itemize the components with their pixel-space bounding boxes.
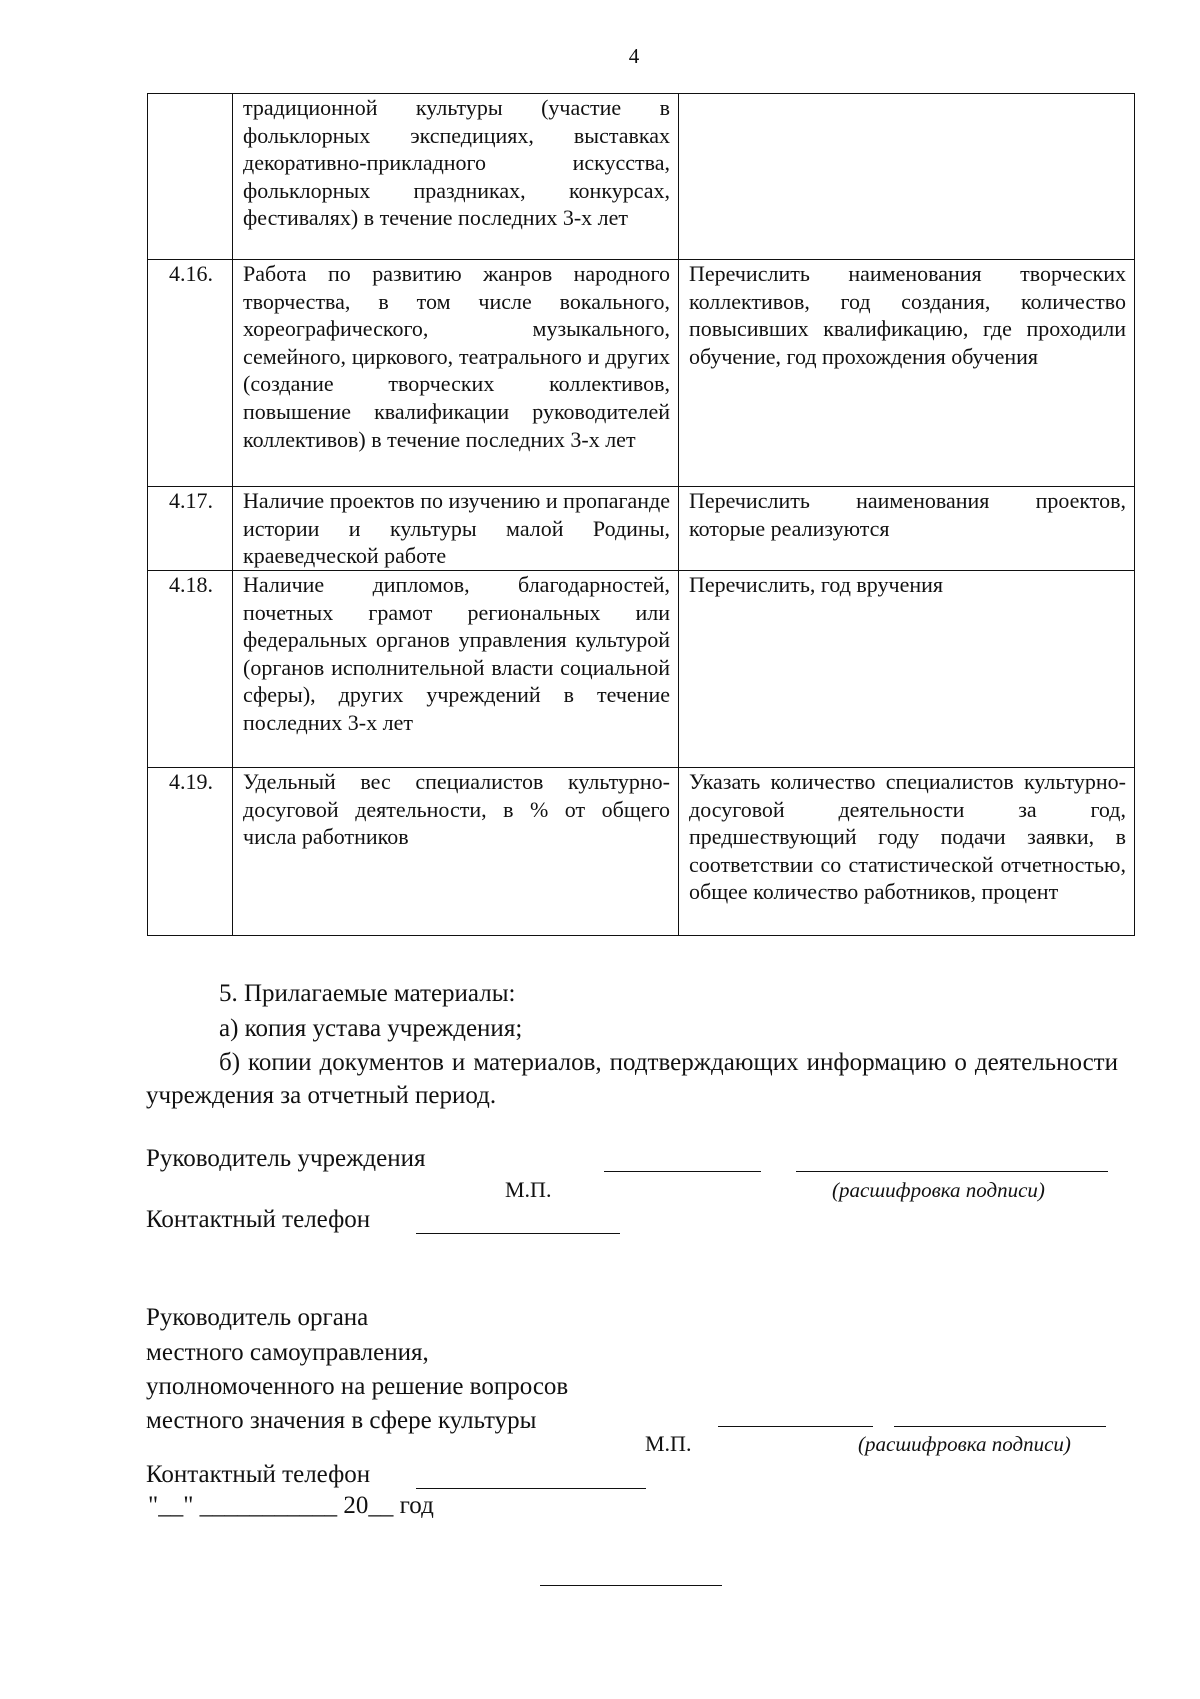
contact-phone-label: Контактный телефон: [146, 1461, 371, 1488]
stamp-label: М.П.: [645, 1431, 692, 1456]
contact-phone-line: [416, 1488, 646, 1489]
table-row: [148, 768, 1135, 936]
stamp-label: М.П.: [505, 1177, 552, 1202]
instruction-cell: [679, 94, 1135, 260]
criterion-cell: Удельный вес специалистов культурно-досуговой деятельности, в % от общего числа работников: [233, 768, 679, 936]
row-number: 4.18.: [148, 571, 233, 768]
signature-line: [604, 1171, 761, 1172]
criterion-cell: Наличие проектов по изучению и пропаганде истории и культуры малой Родины, краеведческой работе: [233, 487, 679, 571]
end-of-document-rule: [540, 1585, 722, 1586]
row-number: 4.19.: [148, 768, 233, 936]
authority-head-label-2: местного самоуправления,: [146, 1339, 429, 1366]
attachment-item-b: б) копии документов и материалов, подтверждающих информацию о деятельности учреждения за отчетный период.: [146, 1049, 1118, 1109]
table-row: [148, 260, 1135, 487]
criterion-cell: традиционной культуры (участие в фольклорных экспедициях, выставках декоративно-прикладного искусства, фольклорных праздниках, конкурсах, фестивалях) в течение последних 3-х лет: [233, 94, 679, 260]
criteria-table: [147, 93, 1135, 936]
signature-decode-hint: (расшифровка подписи): [858, 1432, 1071, 1456]
row-number: 4.17.: [148, 487, 233, 571]
page-number: 4: [628, 44, 640, 68]
instruction-cell: Перечислить наименования проектов, которые реализуются: [679, 487, 1135, 571]
authority-head-label-3: уполномоченного на решение вопросов: [146, 1373, 569, 1400]
authority-head-label-1: Руководитель органа: [146, 1304, 369, 1331]
attachment-item-a: а) копия устава учреждения;: [219, 1015, 523, 1042]
date-line: "__" ___________ 20__ год: [148, 1492, 434, 1519]
criterion-cell: Наличие дипломов, благодарностей, почетных грамот региональных или федеральных органов управления культурой (органов исполнительной власти социальной сферы), других учреждений в течение последних 3-х лет: [233, 571, 679, 768]
row-number: 4.16.: [148, 260, 233, 487]
attachments-title: 5. Прилагаемые материалы:: [219, 980, 516, 1007]
table-row: [148, 94, 1135, 260]
instruction-cell: Указать количество специалистов культурно-досуговой деятельности за год, предшествующий году подачи заявки, в соответствии со статистической отчетностью, общее количество работников, процент: [679, 768, 1135, 936]
table-row: [148, 571, 1135, 768]
authority-head-label-4: местного значения в сфере культуры: [146, 1407, 537, 1434]
signature-decode-line: [796, 1171, 1108, 1172]
instruction-cell: Перечислить, год вручения: [679, 571, 1135, 768]
row-number: [148, 94, 233, 260]
institution-head-label: Руководитель учреждения: [146, 1145, 426, 1172]
signature-decode-line: [894, 1426, 1106, 1427]
criterion-cell: Работа по развитию жанров народного творчества, в том числе вокального, хореографического, музыкального, семейного, циркового, театрального и других (создание творческих коллективов, повышение квалификации руководителей коллективов) в течение последних 3-х лет: [233, 260, 679, 487]
signature-line: [718, 1426, 873, 1427]
table-row: [148, 487, 1135, 571]
signature-decode-hint: (расшифровка подписи): [832, 1178, 1045, 1202]
instruction-cell: Перечислить наименования творческих коллективов, год создания, количество повысивших квалификацию, где проходили обучение, год прохождения обучения: [679, 260, 1135, 487]
contact-phone-label: Контактный телефон: [146, 1206, 371, 1233]
contact-phone-line: [416, 1233, 620, 1234]
